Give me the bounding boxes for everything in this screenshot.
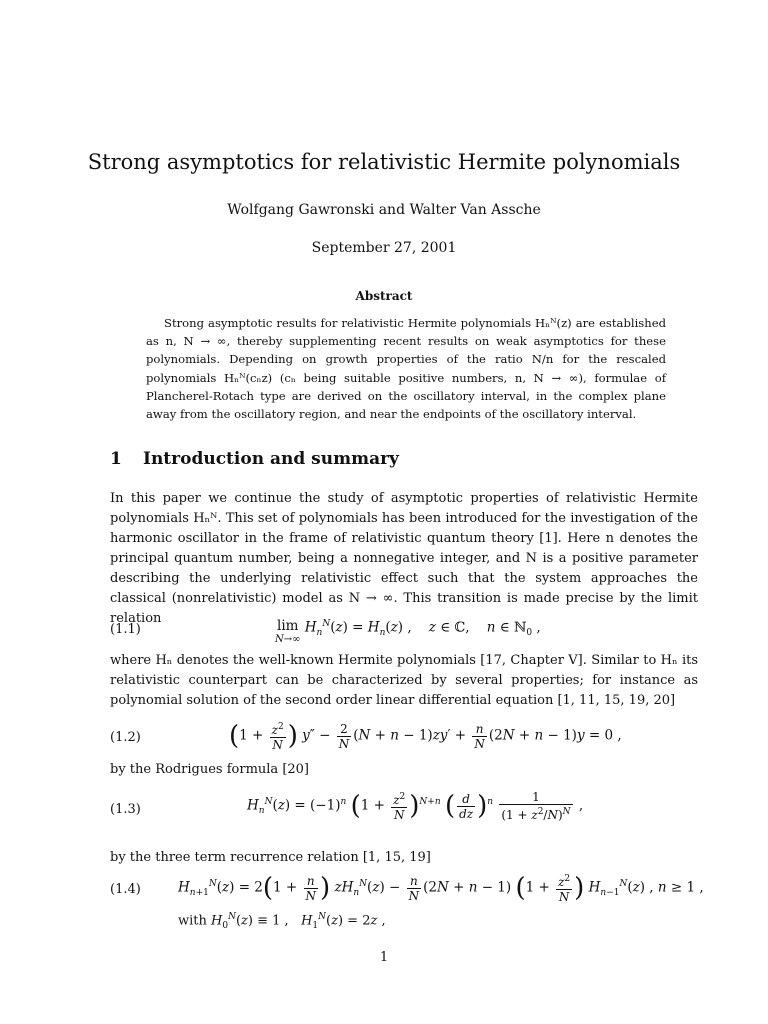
paper-date: September 27, 2001 bbox=[311, 240, 457, 256]
abstract-heading: Abstract bbox=[355, 289, 413, 303]
section-title: Introduction and summary bbox=[143, 449, 399, 469]
equation-label-1-1: (1.1) bbox=[110, 622, 141, 637]
paragraph-rodrigues: by the Rodrigues formula [20] bbox=[110, 762, 309, 777]
paragraph-recurrence: by the three term recurrence relation [1, 15, 19] bbox=[110, 850, 431, 865]
abstract-text: Strong asymptotic results for relativistic Hermite polynomials Hₙᴺ(z) are established as n, N → ∞, thereby supplementing recent results on weak asymptotics for these polynomials. Depending on growth properties of the ratio N/n for the rescaled polynomials Hₙᴺ(cₙz) (cₙ being suitable positive numbers, n, N → ∞), formulae of Plancherel-Rotach type are derived on the oscillatory interval, in the complex plane away from the oscillatory region, and near the endpoints of the oscillatory interval. bbox=[146, 316, 666, 422]
paragraph-intro: In this paper we continue the study of asymptotic properties of relativistic Hermite polynomials Hₙᴺ. This set of polynomials has been introduced for the investigation of the harmonic oscillator in the frame of relativistic quantum theory [1]. Here n denotes the principal quantum number, being a nonnegative integer, and N is a positive parameter describing the underlying relativistic effect such that the system approaches the classical (nonrelativistic) model as N → ∞. This transition is made precise by the limit relation bbox=[110, 491, 698, 626]
section-heading bbox=[110, 449, 399, 469]
equation-1-3: $H_n^N(z) = (-1)^n$ (1 + $\frac{z^2}{N}$ )$^{N+n}$ ( $\frac{d}{dz}$ )$^n$ $\frac{1}{(1 + z^2/N)^N}$ , bbox=[247, 790, 584, 822]
paragraph-hermite: where Hₙ denotes the well-known Hermite polynomials [17, Chapter V]. Similar to Hₙ its relativistic counterpart can be characterized by several properties; for instance as polynomial solution of the second order linear differential equation [1, 11, 15, 19, 20] bbox=[110, 653, 698, 708]
abstract-body bbox=[146, 314, 666, 423]
equation-1-2: (1 + $\frac{z^2}{N}$ ) y″ − $\frac{2}{N}$ (N + n − 1)zy′ + $\frac{n}{N}$ (2N + n − 1)y = 0 , bbox=[229, 721, 622, 752]
equation-label-1-3: (1.3) bbox=[110, 802, 141, 817]
section-number: 1 bbox=[110, 449, 122, 469]
paper-authors: Wolfgang Gawronski and Walter Van Assche bbox=[227, 202, 541, 218]
equation-label-1-2: (1.2) bbox=[110, 730, 141, 745]
equation-1-1: lim N→∞ $H_n^N(z) = H_n(z)$ , z ∈ ℂ, n ∈ ℕ$_0$ , bbox=[275, 618, 541, 645]
equation-label-1-4: (1.4) bbox=[110, 882, 141, 897]
equation-1-4: $H_{n+1}^N(z) = 2(1$ + $\frac{n}{N}$ ) $zH_n^N(z)$ − $\frac{n}{N}$ (2N + n − 1) (1 + $\frac{z^2}{N}$ ) $H_{n-1}^N(z)$ , n ≥ 1 , bbox=[178, 873, 704, 904]
paper-title: Strong asymptotics for relativistic Hermite polynomials bbox=[87, 150, 681, 174]
equation-1-4-initial: with $H_0^N(z) \equiv 1$ , $H_1^N(z) = 2z$ , bbox=[178, 912, 386, 931]
page-number: 1 bbox=[379, 950, 389, 965]
